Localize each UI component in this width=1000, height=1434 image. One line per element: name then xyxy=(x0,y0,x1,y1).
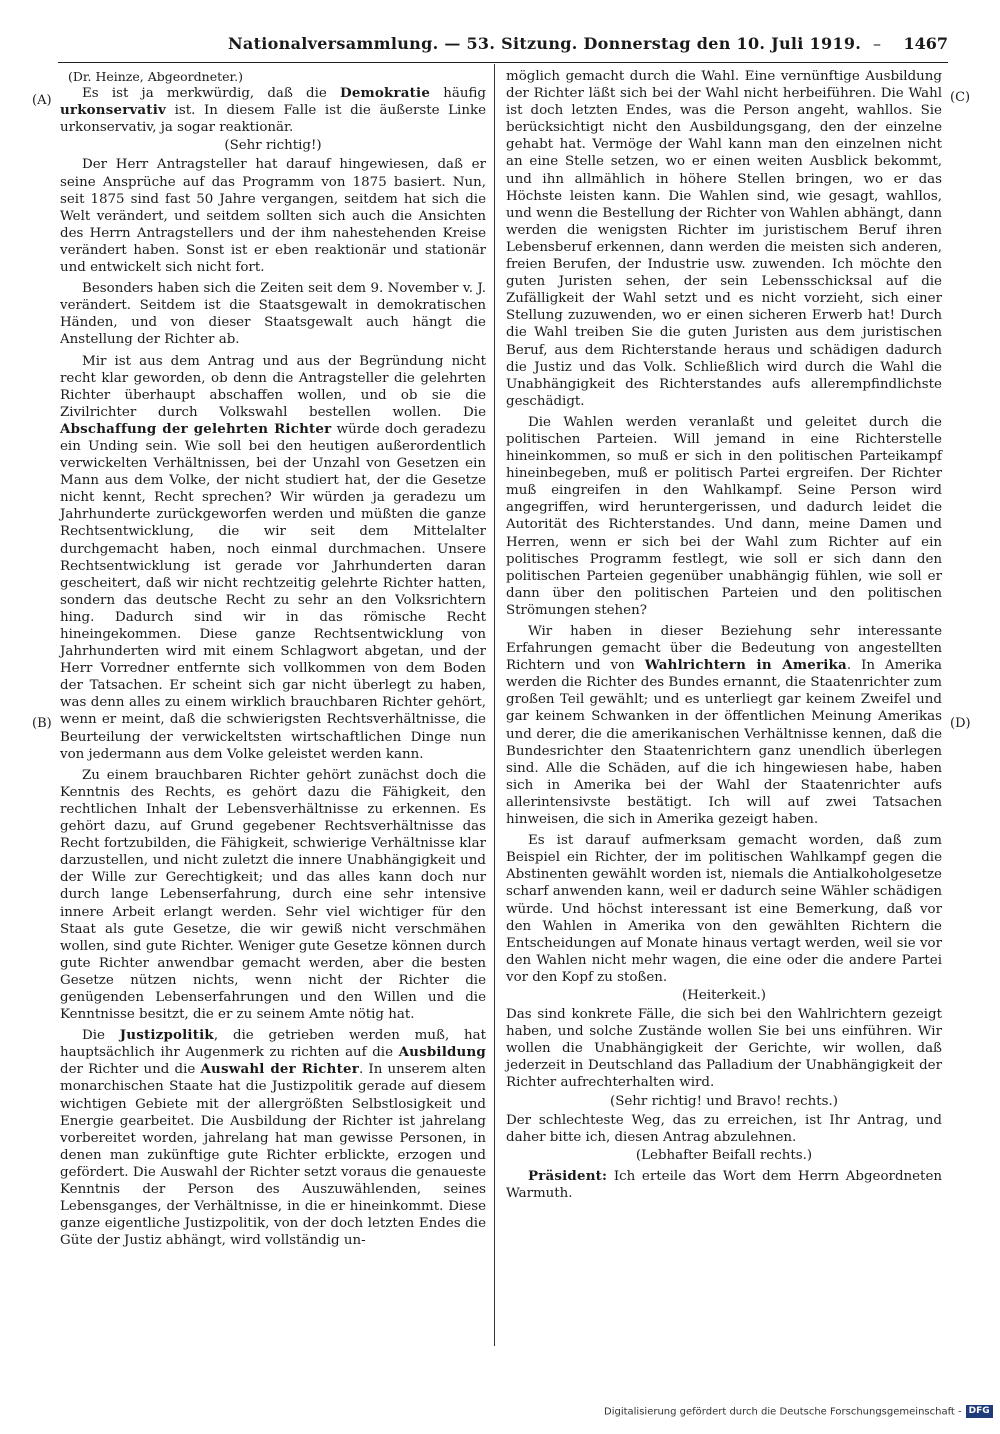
paragraph: Der schlechteste Weg, das zu erreichen, ist Ihr Antrag, und daher bitte ich, diesen Antrag abzulehnen. xyxy=(506,1112,942,1145)
margin-marker-d: (D) xyxy=(950,716,971,731)
interjection: (Sehr richtig!) xyxy=(224,138,322,154)
paragraph: Der Herr Antragsteller hat darauf hingewiesen, daß er seine Ansprüche auf das Programm von 1875 basiert. Nun, seit 1875 sind fast 50 Jahre vergangen, seitdem hat sich die Welt verändert, und seitdem sollten sich auch die Ansichten des Herrn Antragstellers und der ihm nahestehenden Kreise verändert haben. Sonst ist er eben reaktionär und stationär und entwickelt sich nicht fort. xyxy=(60,157,486,276)
dfg-logo: DFG xyxy=(966,1405,993,1418)
header-dash: – xyxy=(873,34,881,53)
column-separator xyxy=(494,64,495,1346)
paragraph: Zu einem brauchbaren Richter gehört zunächst doch die Kenntnis des Rechts, es gehört dazu die Fähigkeit, den rechtlichen Inhalt der Lebensverhältnisse zu erkennen. Es gehört dazu, auf Grund gegebener Rechtsverhältnisse das Recht fortzubilden, die Fähigkeit, schwierige Verhältnisse klar darzustellen, und nicht zuletzt die innere Unabhängigkeit und der Wille zur Gerechtigkeit; und das alles kann doch nur durch lange Lebenserfahrung, durch eine sehr intensive innere Arbeit erlangt werden. Sehr viel wichtiger für den Staat als gute Gesetze, die wir gewiß nicht verschmähen wollen, sind gute Richter. Weniger gute Gesetze können durch gute Richter anwendbar gemacht werden, aber die besten Gesetze nützen nichts, wenn nicht der Richter die genügenden Lebenserfahrungen und den Willen und die Kenntnisse besitzt, die er zu seinem Amte nötig hat. xyxy=(60,767,486,1023)
page-number: 1467 xyxy=(903,34,948,53)
paragraph: Es ist darauf aufmerksam gemacht worden, daß zum Beispiel ein Richter, der im politischen Wahlkampf gegen die Abstinenten gewählt worden ist, niemals die Antialkoholgesetze scharf anwenden kann, weil er dadurch seine Wähler schädigen würde. Und höchst interessant ist eine Bemerkung, daß vor den Wahlen in Amerika von den gewählten Richtern die Entscheidungen auf Monate hinaus vertagt werden, weil sie vor den Wahlen nicht mehr wagen, die eine oder die andere Partei vor den Kopf zu stoßen. xyxy=(506,833,942,985)
header-rule xyxy=(58,62,948,63)
paragraph: Es ist ja merkwürdig, daß die Demokratie häufig urkonservativ ist. In diesem Falle ist die äußerste Linke urkonservativ, ja sogar reaktionär. xyxy=(60,85,486,136)
credit-text: Digitalisierung gefördert durch die Deutsche Forschungsgemeinschaft - xyxy=(604,1406,962,1418)
paragraph: Das sind konkrete Fälle, die sich bei den Wahlrichtern gezeigt haben, und solche Zustände wollen Sie bei uns einführen. Wir wollen die Unabhängigkeit der Gerichte, wir wollen, daß jederzeit in Deutschland das Palladium der Unabhängigkeit der Richter aufrechterhalten wird. xyxy=(506,1007,942,1091)
interjection: (Lebhafter Beifall rechts.) xyxy=(635,1147,813,1163)
margin-marker-a: (A) xyxy=(32,93,52,108)
digitization-credit xyxy=(604,1405,993,1418)
running-title: Nationalversammlung. — 53. Sitzung. Donnerstag den 10. Juli 1919. xyxy=(228,34,862,53)
speaker-line: (Dr. Heinze, Abgeordneter.) xyxy=(68,69,243,84)
paragraph: Besonders haben sich die Zeiten seit dem 9. November v. J. verändert. Seitdem ist die Staatsgewalt in demokratischen Händen, und von dieser Staatsgewalt auch hängt die Anstellung der Richter ab. xyxy=(60,281,486,348)
margin-marker-c: (C) xyxy=(950,90,971,105)
interjection: (Sehr richtig! und Bravo! rechts.) xyxy=(609,1093,839,1109)
interjection: (Heiterkeit.) xyxy=(682,987,766,1003)
paragraph: Die Justizpolitik, die getrieben werden muß, hat hauptsächlich ihr Augenmerk zu richten auf die Ausbildung der Richter und die Auswahl der Richter. In unserem alten monarchischen Staate hat die Justizpolitik gerade auf diesem wichtigen Gebiete mit der allergrößten Selbstlosigkeit und Energie gearbeitet. Die Ausbildung der Richter ist jahrelang vorbereitet worden, jahrelang hat man gewisse Personen, in denen man zukünftige gute Richter erblickte, erzogen und gefördert. Die Auswahl der Richter setzt voraus die genaueste Kenntnis der Person des Auszuwählenden, seines Lebensganges, der Verhältnisse, in die er hineinkommt. Diese ganze eigentliche Justizpolitik, von der doch letzten Endes die Güte der Justiz abhängt, wird vollständig un- xyxy=(60,1027,487,1249)
page-header xyxy=(58,34,948,60)
paragraph: Mir ist aus dem Antrag und aus der Begründung nicht recht klar geworden, ob denn die Antragsteller die gelehrten Richter überhaupt abschaffen wollen, und ob sie die Zivilrichter durch Volkswahl bestellen wollen. Die Abschaffung der gelehrten Richter würde doch geradezu ein Unding sein. Wie soll bei den heutigen außerordentlich verwickelten Verhältnissen, bei der Unzahl von Gesetzen ein Mann aus dem Volke, der nicht studiert hat, der die Gesetze nicht kennt, Recht sprechen? Wir würden ja geradezu um Jahrhunderte zurückgeworfen werden und müßten die ganze Rechtsentwicklung, die wir seit dem Mittelalter durchgemacht haben, noch einmal durchmachen. Unsere Rechtsentwicklung ist gerade vor Jahrhunderten daran gescheitert, daß wir nicht rechtzeitig gelehrte Richter hatten, sondern das deutsche Recht zu sehr an den Volksrichtern hing. Dadurch sind wir in das römische Recht hineingekommen. Diese ganze Rechtsentwicklung von Jahrhunderten wird mit einem Schlagwort abgetan, und der Herr Vorredner entfernte sich vollkommen von dem Boden der Tatsachen. Er scheint sich gar nicht überlegt zu haben, was denn alles zu einem wirklich brauchbaren Richter gehört, wenn er meint, daß die schwierigsten Rechtsverhältnisse, die Beurteilung der verwickeltsten wirtschaftlichen Dinge nun von jedermann aus dem Volke geleistet werden kann. xyxy=(60,353,486,762)
speaker-label: Präsident: xyxy=(528,1167,608,1184)
paragraph: Präsident: Ich erteile das Wort dem Herrn Abgeordneten Warmuth. xyxy=(506,1167,942,1201)
paragraph: Die Wahlen werden veranlaßt und geleitet durch die politischen Parteien. Will jemand in eine Richterstelle hineinkommen, so muß er sich in den politischen Parteikampf hineinbegeben, muß er politisch Partei ergreifen. Der Richter muß eingreifen in den Wahlkampf. Seine Person wird angegriffen, wird heruntergerissen, und dadurch leidet die Autorität des Richterstandes. Und dann, meine Damen und Herren, wenn er sich bei der Wahl zum Richter auf ein politisches Programm festlegt, wie soll er sich dann den politischen Parteien gegenüber unabhängig fühlen, wie soll er dann über den politischen Parteien und den politischen Strömungen stehen? xyxy=(506,414,942,618)
right-column xyxy=(506,68,942,1202)
paragraph: möglich gemacht durch die Wahl. Eine vernünftige Ausbildung der Richter läßt sich bei der Wahl nicht herbeiführen. Die Wahl ist doch letzten Endes, was die Person angeht, wahllos. Sie berücksichtigt nicht den Ausbildungsgang, den der einzelne gehabt hat. Vermöge der Wahl kann man den einzelnen nicht an eine Stelle setzen, wo er einen weiten Ausblick bekommt, und ihn allmählich in höhere Stellen bringen, wo er das Höchste leisten kann. Die Wahlen sind, wie gesagt, wahllos, und wenn die Bestellung der Richter von Wahlen abhängt, dann werden die wenigsten Richter im juristischem Beruf ihren Lebensberuf erkennen, dann werden die meisten sich anderen, freien Berufen, der Industrie usw. zuwenden. Ich möchte den guten Juristen sehen, der sein Lebensschicksal auf die Zufälligkeit der Wahl setzt und es nicht vorzieht, sich einer Stellung zuzuwenden, wo er einen sicheren Erwerb hat! Durch die Wahl treiben Sie die guten Juristen aus dem juristischen Beruf, aus dem Richterstande heraus und schädigen dadurch die Justiz und das Volk. Schließlich wird durch die Wahl die Unabhängigkeit des Richterstandes aufs allerempfindlichste geschädigt. xyxy=(506,69,942,409)
left-column xyxy=(60,68,486,1249)
margin-marker-b: (B) xyxy=(32,716,52,731)
paragraph: Wir haben in dieser Beziehung sehr interessante Erfahrungen gemacht über die Bedeutung von angestellten Richtern und von Wahlrichtern in Amerika. In Amerika werden die Richter des Bundes ernannt, die Staatenrichter zum großen Teil gewählt; und es unterliegt gar keinem Zweifel und gar keinem Schwanken in der öffentlichen Meinung Amerikas und derer, die die amerikanischen Verhältnisse kennen, daß die Bundesrichter den Staatenrichtern ganz unendlich überlegen sind. Alle die Schäden, auf die ich hingewiesen habe, haben sich in Amerika bei der Wahl der Staatenrichter aufs allerintensivste bestätigt. Ich will auf zwei Tatsachen hinweisen, die sich in Amerika gezeigt haben. xyxy=(506,624,942,828)
